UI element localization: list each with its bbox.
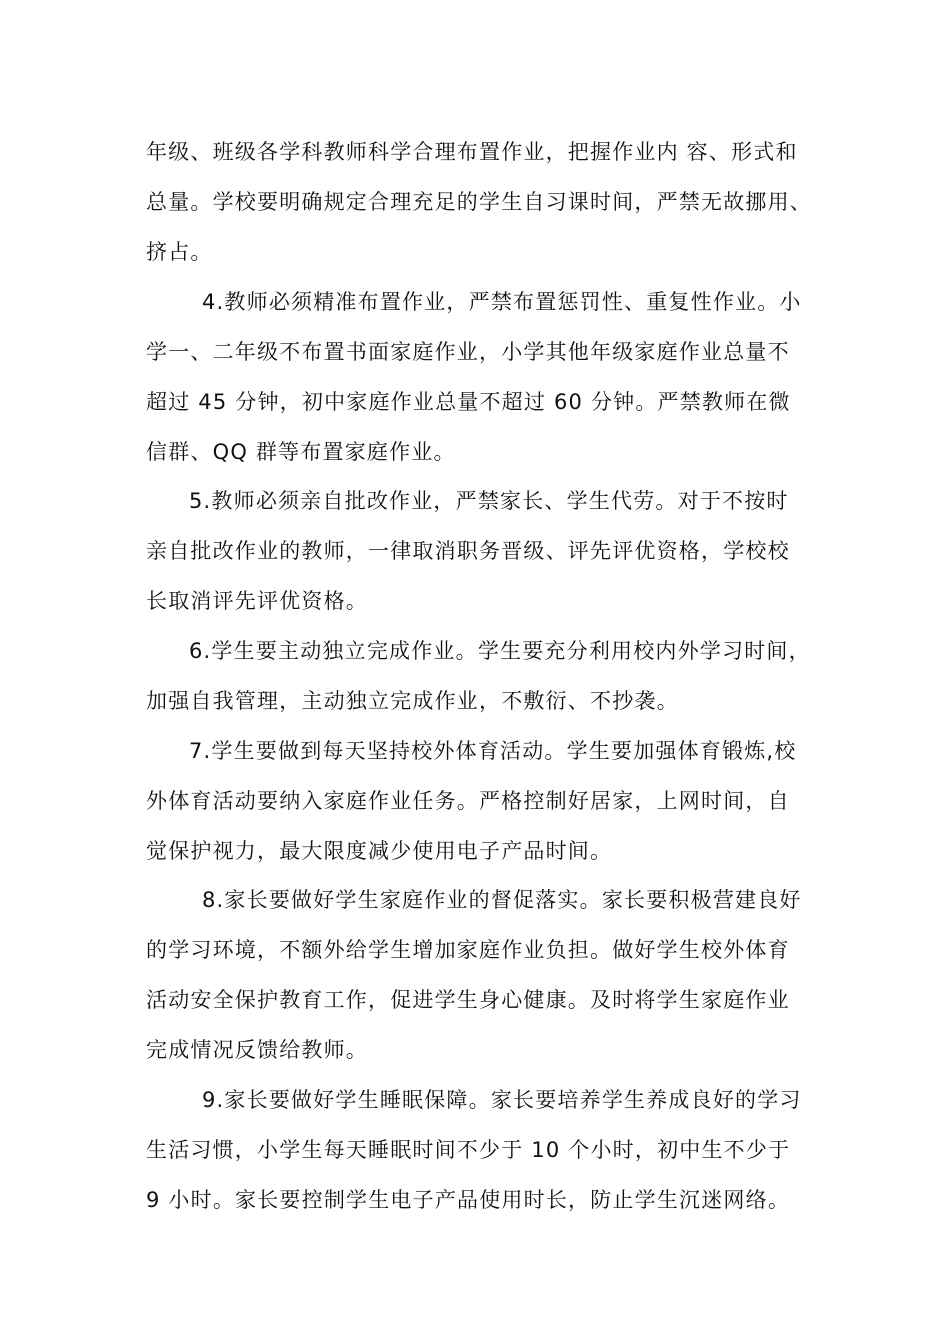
text-line: 学一、二年级不布置书面家庭作业，小学其他年级家庭作业总量不: [146, 340, 790, 364]
text-line: 8.家长要做好学生家庭作业的督促落实。家长要积极营建良好: [202, 888, 802, 912]
text-line: 的学习环境，不额外给学生增加家庭作业负担。做好学生校外体育: [146, 938, 790, 962]
text-line: 亲自批改作业的教师，一律取消职务晋级、评先评优资格，学校校: [146, 539, 790, 563]
text-line: 信群、QQ 群等布置家庭作业。: [146, 440, 456, 464]
text-line: 5.教师必须亲自批改作业，严禁家长、学生代劳。对于不按时: [189, 489, 789, 513]
text-line: 生活习惯，小学生每天睡眠时间不少于 10 个小时，初中生不少于: [146, 1138, 791, 1162]
text-line: 长取消评先评优资格。: [146, 589, 368, 613]
text-line: 年级、班级各学科教师科学合理布置作业，把握作业内 容、形式和: [146, 140, 798, 164]
text-line: 完成情况反馈给教师。: [146, 1038, 368, 1062]
text-line: 9.家长要做好学生睡眠保障。家长要培养学生养成良好的学习: [202, 1088, 802, 1112]
text-line: 总量。学校要明确规定合理充足的学生自习课时间，严禁无故挪用、: [146, 190, 812, 214]
text-line: 9 小时。家长要控制学生电子产品使用时长，防止学生沉迷网络。: [146, 1188, 791, 1212]
text-line: 活动安全保护教育工作，促进学生身心健康。及时将学生家庭作业: [146, 988, 790, 1012]
text-line: 6.学生要主动独立完成作业。学生要充分利用校内外学习时间，: [189, 639, 811, 663]
text-line: 加强自我管理，主动独立完成作业，不敷衍、不抄袭。: [146, 689, 679, 713]
text-line: 外体育活动要纳入家庭作业任务。严格控制好居家，上网时间，自: [146, 789, 790, 813]
text-line: 4.教师必须精准布置作业，严禁布置惩罚性、重复性作业。小: [202, 290, 802, 314]
text-line: 超过 45 分钟，初中家庭作业总量不超过 60 分钟。严禁教师在微: [146, 390, 791, 414]
text-line: 挤占。: [146, 240, 213, 264]
text-line: 7.学生要做到每天坚持校外体育活动。学生要加强体育锻炼,校: [189, 739, 797, 763]
text-line: 觉保护视力，最大限度减少使用电子产品时间。: [146, 839, 613, 863]
